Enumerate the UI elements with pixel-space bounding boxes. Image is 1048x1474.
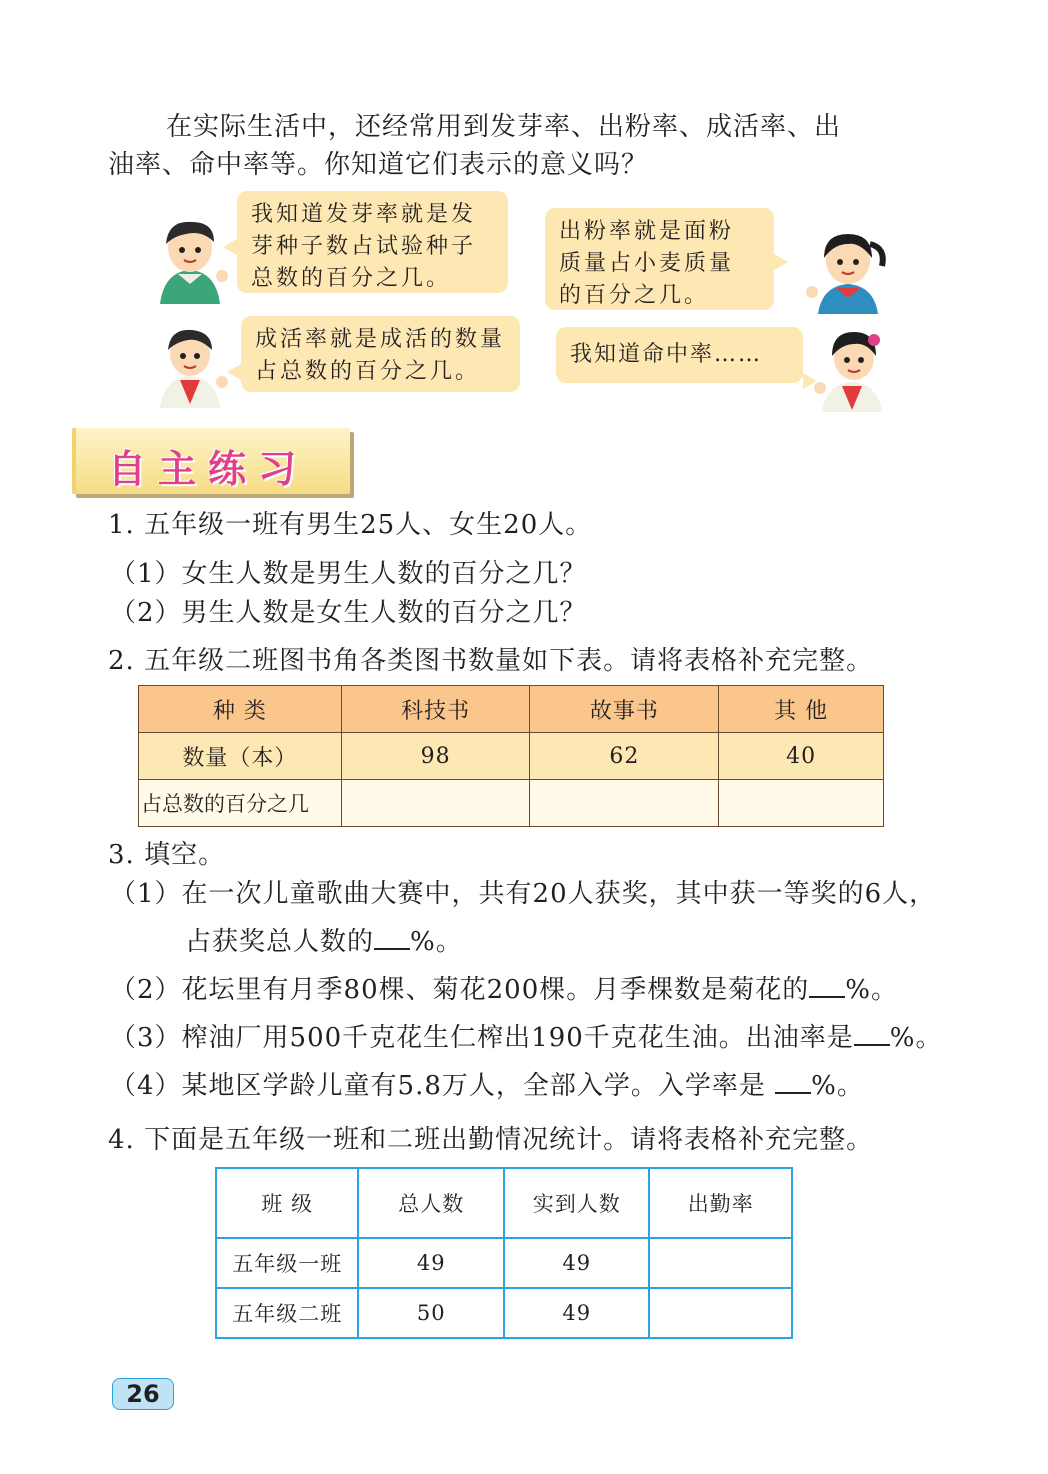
answer-blank[interactable] [775, 1070, 811, 1094]
page-number: 26 [112, 1378, 174, 1410]
answer-blank[interactable] [374, 926, 410, 950]
question-3-stem: 3. 填空。 [108, 840, 226, 870]
bubble-line: 出粉率就是面粉 [559, 219, 735, 244]
table-header-cell: 其 他 [719, 686, 884, 733]
fill-text: 占获奖总人数的 [185, 927, 375, 957]
fill-text: （3）榨油厂用500千克花生仁榨出190千克花生油。出油率是 [110, 1023, 854, 1053]
bubble-line: 占总数的百分之几。 [255, 359, 481, 384]
table-header-cell: 出勤率 [649, 1168, 792, 1238]
table-cell-blank [649, 1238, 792, 1288]
question-4-stem: 4. 下面是五年级一班和二班出勤情况统计。请将表格补充完整。 [108, 1125, 874, 1155]
intro-paragraph [108, 108, 928, 184]
table-cell-blank [530, 780, 719, 827]
attendance-table [215, 1167, 793, 1339]
table-cell: 62 [530, 733, 719, 780]
question-1-stem: 1. 五年级一班有男生25人、女生20人。 [108, 510, 593, 540]
table-header-row [216, 1168, 792, 1238]
section-title-banner [72, 428, 350, 494]
speech-bubble-flour-yield [545, 208, 774, 310]
table-cell: 40 [719, 733, 884, 780]
fill-text: %。 [410, 927, 463, 957]
table-cell-blank [649, 1288, 792, 1338]
question-3-sub-2 [110, 973, 898, 1007]
table-header-cell: 总人数 [358, 1168, 504, 1238]
answer-blank[interactable] [854, 1022, 890, 1046]
intro-line-2: 油率、命中率等。你知道它们表示的意义吗？ [108, 150, 649, 180]
fill-text: %。 [811, 1071, 864, 1101]
fill-text: %。 [889, 1023, 943, 1053]
table-cell: 五年级一班 [216, 1238, 358, 1288]
speech-bubble-survival-rate [241, 316, 520, 392]
answer-blank[interactable] [809, 974, 845, 998]
table-row [216, 1238, 792, 1288]
bubble-line: 质量占小麦质量 [559, 251, 735, 276]
question-2-stem: 2. 五年级二班图书角各类图书数量如下表。请将表格补充完整。 [108, 646, 874, 676]
speech-bubble-hit-rate [556, 327, 803, 383]
table-cell: 98 [341, 733, 530, 780]
fill-text: （4）某地区学龄儿童有5.8万人，全部入学。入学率是 [110, 1071, 766, 1101]
table-cell: 50 [358, 1288, 504, 1338]
bubble-line: 成活率就是成活的数量 [255, 327, 506, 352]
question-3-sub-1-line-a: （1）在一次儿童歌曲大赛中，共有20人获奖，其中获一等奖的6人， [110, 879, 937, 909]
boy-character-icon [152, 326, 232, 408]
table-cell: 49 [358, 1238, 504, 1288]
table-cell: 五年级二班 [216, 1288, 358, 1338]
bubble-line: 的百分之几。 [559, 283, 710, 308]
table-cell-blank [341, 780, 530, 827]
section-title: 自主练习 [108, 447, 309, 491]
bubble-line: 总数的百分之几。 [251, 266, 452, 291]
bubble-line: 我知道发芽率就是发 [251, 202, 477, 227]
table-cell: 占总数的百分之几 [139, 780, 342, 827]
question-3-sub-4 [110, 1069, 864, 1103]
girl-character-icon [800, 228, 890, 314]
table-row [139, 780, 884, 827]
table-row [139, 733, 884, 780]
question-1-sub-2: （2）男生人数是女生人数的百分之几？ [110, 598, 587, 628]
table-cell: 49 [504, 1288, 650, 1338]
table-cell: 数量（本） [139, 733, 342, 780]
question-3-sub-1-line-b [185, 925, 463, 959]
bubble-line: 芽种子数占试验种子 [251, 234, 477, 259]
table-cell-blank [719, 780, 884, 827]
speech-bubble-germination [237, 191, 508, 293]
table-header-row [139, 686, 884, 733]
intro-line-1: 在实际生活中，还经常用到发芽率、出粉率、成活率、出 [166, 112, 842, 142]
book-category-table [138, 685, 884, 827]
fill-text: （2）花坛里有月季80棵、菊花200棵。月季棵数是菊花的 [110, 975, 810, 1005]
table-header-cell: 种 类 [139, 686, 342, 733]
table-header-cell: 班 级 [216, 1168, 358, 1238]
table-cell: 49 [504, 1238, 650, 1288]
boy-character-icon [150, 214, 232, 304]
table-header-cell: 实到人数 [504, 1168, 650, 1238]
table-header-cell: 科技书 [341, 686, 530, 733]
table-row [216, 1288, 792, 1338]
question-3-sub-3 [110, 1021, 943, 1055]
fill-text: %。 [845, 975, 898, 1005]
question-1-sub-1: （1）女生人数是男生人数的百分之几？ [110, 559, 587, 589]
table-header-cell: 故事书 [530, 686, 719, 733]
girl-character-icon [812, 330, 892, 412]
bubble-line: 我知道命中率…… [570, 342, 763, 367]
